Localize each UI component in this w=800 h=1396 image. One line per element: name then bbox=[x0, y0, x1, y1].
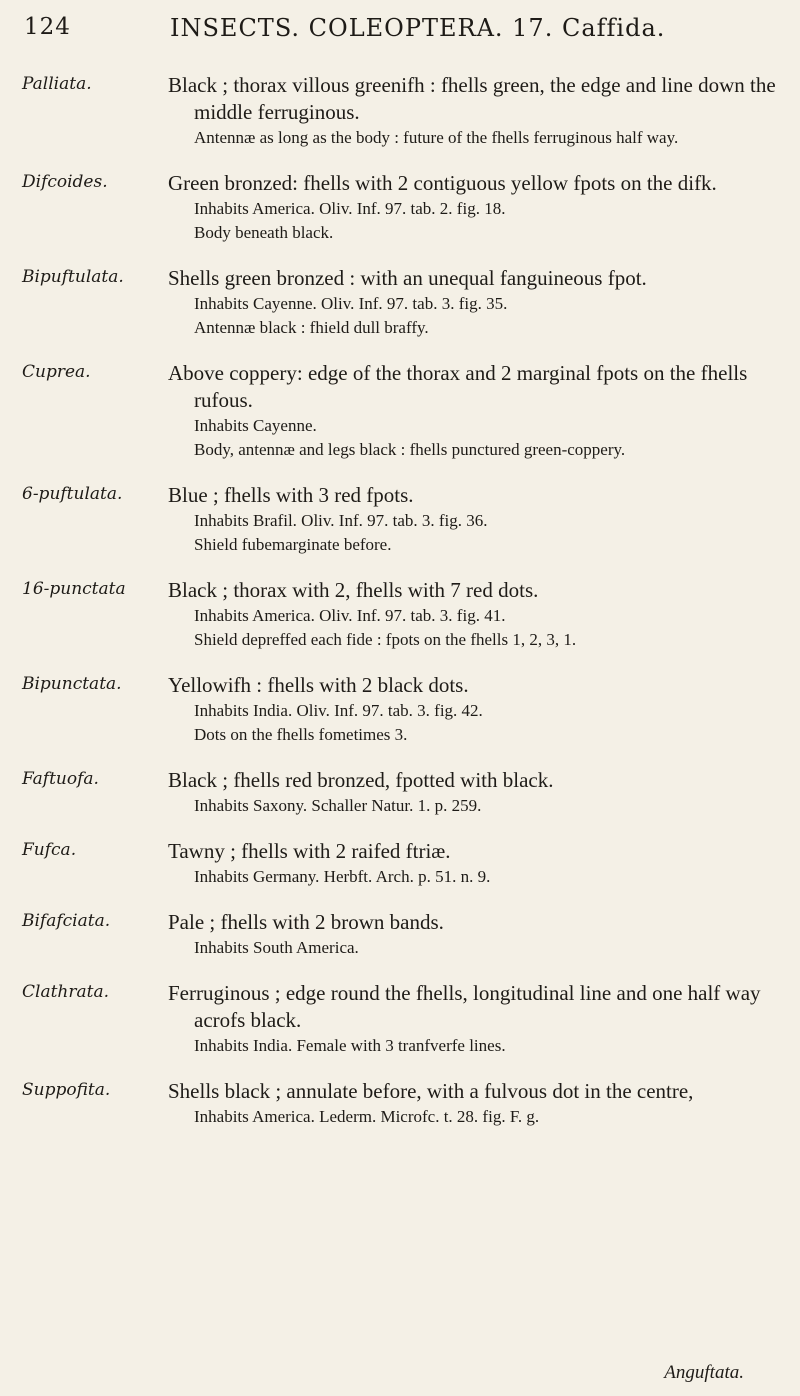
species-entry bbox=[0, 577, 800, 652]
running-head bbox=[24, 14, 784, 44]
species-body bbox=[168, 72, 784, 150]
species-name: Suppofita. bbox=[22, 1080, 111, 1100]
species-note: Inhabits Brafil. Oliv. Inf. 97. tab. 3. fig. 36. bbox=[194, 511, 488, 530]
species-body bbox=[168, 170, 784, 245]
species-body bbox=[168, 360, 784, 462]
species-description: Shells green bronzed : with an unequal fanguineous fpot. bbox=[168, 266, 647, 290]
species-note: Inhabits Saxony. Schaller Natur. 1. p. 259. bbox=[194, 796, 482, 815]
species-note: Inhabits India. Oliv. Inf. 97. tab. 3. fig. 42. bbox=[194, 701, 483, 720]
species-description: Green bronzed: fhells with 2 contiguous yellow fpots on the difk. bbox=[168, 171, 717, 195]
species-description: Blue ; fhells with 3 red fpots. bbox=[168, 483, 414, 507]
species-note: Inhabits Cayenne. Oliv. Inf. 97. tab. 3. fig. 35. bbox=[194, 294, 508, 313]
species-name: Palliata. bbox=[22, 74, 92, 94]
species-body bbox=[168, 577, 784, 652]
catchword: Anguftata. bbox=[664, 1362, 744, 1383]
species-note: Antennæ black : fhield dull braffy. bbox=[194, 318, 429, 337]
page-header-title: INSECTS. COLEOPTERA. 17. Caffida. bbox=[170, 14, 666, 42]
species-entry bbox=[0, 838, 800, 889]
species-name: Fufca. bbox=[22, 840, 77, 860]
species-note: Inhabits Germany. Herbft. Arch. p. 51. n. 9. bbox=[194, 867, 491, 886]
species-body bbox=[168, 909, 784, 960]
species-note: Antennæ as long as the body : future of the fhells ferruginous half way. bbox=[194, 128, 679, 147]
species-body bbox=[168, 482, 784, 557]
species-note: Inhabits America. Oliv. Inf. 97. tab. 3. fig. 41. bbox=[194, 606, 506, 625]
species-body bbox=[168, 265, 784, 340]
species-note: Inhabits America. Oliv. Inf. 97. tab. 2. fig. 18. bbox=[194, 199, 506, 218]
species-description: Black ; thorax villous greenifh : fhells green, the edge and line down the middle ferruginous. bbox=[168, 73, 776, 124]
species-note: Body, antennæ and legs black : fhells punctured green-coppery. bbox=[194, 440, 626, 459]
species-note: Inhabits South America. bbox=[194, 938, 359, 957]
species-description: Above coppery: edge of the thorax and 2 marginal fpots on the fhells rufous. bbox=[168, 361, 748, 412]
species-name: Clathrata. bbox=[22, 982, 109, 1002]
species-description: Black ; thorax with 2, fhells with 7 red dots. bbox=[168, 578, 539, 602]
species-entry bbox=[0, 170, 800, 245]
species-entry bbox=[0, 482, 800, 557]
species-description: Ferruginous ; edge round the fhells, longitudinal line and one half way acrofs black. bbox=[168, 981, 761, 1032]
species-name: Bipuftulata. bbox=[22, 267, 124, 287]
species-list bbox=[0, 72, 800, 1149]
species-note: Dots on the fhells fometimes 3. bbox=[194, 725, 408, 744]
species-name: 16-punctata bbox=[22, 579, 126, 599]
species-entry bbox=[0, 360, 800, 462]
species-name: Bipunctata. bbox=[22, 674, 122, 694]
species-body bbox=[168, 767, 784, 818]
species-description: Shells black ; annulate before, with a fulvous dot in the centre, bbox=[168, 1079, 694, 1103]
species-body bbox=[168, 672, 784, 747]
species-entry bbox=[0, 672, 800, 747]
species-note: Inhabits India. Female with 3 tranfverfe lines. bbox=[194, 1036, 506, 1055]
species-name: 6-puftulata. bbox=[22, 484, 123, 504]
species-description: Yellowifh : fhells with 2 black dots. bbox=[168, 673, 469, 697]
species-name: Cuprea. bbox=[22, 362, 91, 382]
species-description: Pale ; fhells with 2 brown bands. bbox=[168, 910, 444, 934]
species-note: Body beneath black. bbox=[194, 223, 334, 242]
species-entry bbox=[0, 980, 800, 1058]
species-body bbox=[168, 1078, 784, 1129]
species-name: Bifafciata. bbox=[22, 911, 111, 931]
species-body bbox=[168, 838, 784, 889]
species-entry bbox=[0, 909, 800, 960]
species-entry bbox=[0, 265, 800, 340]
page-number: 124 bbox=[24, 14, 71, 40]
species-note: Inhabits America. Lederm. Microfc. t. 28. fig. F. g. bbox=[194, 1107, 540, 1126]
species-entry bbox=[0, 767, 800, 818]
species-description: Black ; fhells red bronzed, fpotted with black. bbox=[168, 768, 554, 792]
species-entry bbox=[0, 72, 800, 150]
species-name: Difcoides. bbox=[22, 172, 108, 192]
species-note: Shield fubemarginate before. bbox=[194, 535, 392, 554]
species-body bbox=[168, 980, 784, 1058]
species-name: Faftuofa. bbox=[22, 769, 99, 789]
species-entry bbox=[0, 1078, 800, 1129]
species-description: Tawny ; fhells with 2 raifed ftriæ. bbox=[168, 839, 451, 863]
species-note: Inhabits Cayenne. bbox=[194, 416, 317, 435]
species-note: Shield depreffed each fide : fpots on the fhells 1, 2, 3, 1. bbox=[194, 630, 577, 649]
